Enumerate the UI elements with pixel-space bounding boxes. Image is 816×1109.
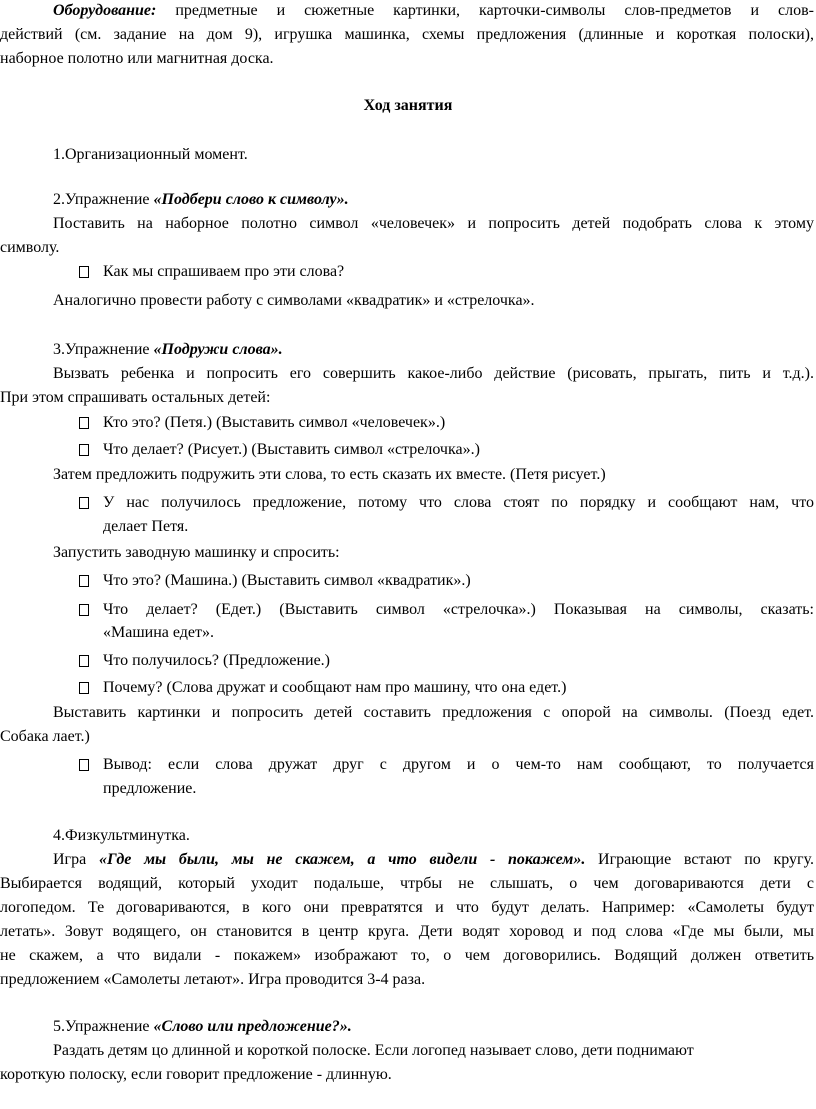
section-3-bullet-4: Что это? (Машина.) (Выставить символ «квадратик».): [103, 572, 471, 589]
section-4-game-rest: Играющие встают по кругу.: [585, 851, 815, 868]
equipment-line-3: наборное полотно или магнитная доска.: [0, 50, 274, 67]
equipment-text-1: предметные и сюжетные картинки, карточки-символы слов-предметов и слов-: [156, 2, 814, 19]
section-3-paragraph-3: Запустить заводную машинку и спросить:: [53, 544, 340, 561]
section-3-bullet-5-line-1: Что делает? (Едет.) (Выставить символ «стрелочка».) Показывая на символы, сказать:: [103, 601, 814, 618]
section-3-title: [53, 338, 283, 362]
bullet-icon: [79, 497, 89, 509]
section-1-title: 1.Организационный момент.: [53, 146, 248, 163]
section-4-line-1: [53, 848, 814, 872]
bullet-icon: [79, 682, 89, 694]
section-3-paragraph-line-1: Вызвать ребенка и попросить его совершить какое-либо действие (рисовать, прыгать, пить и т.д.).: [53, 365, 814, 382]
section-4-line-2: Выбирается водящий, который уходит подальше, чтрбы не слышать, о чем договариваются дети с: [0, 875, 814, 892]
section-3-bullet-8-line-1: Вывод: если слова дружат друг с другом и о чем-то нам сообщают, то получается: [103, 756, 814, 773]
section-3-bullet-2: Что делает? (Рисует.) (Выставить символ «стрелочка».): [103, 441, 480, 458]
section-5-line-1: Раздать детям цо длинной и короткой полоске. Если логопед называет слово, дети поднимают: [53, 1042, 694, 1059]
equipment-label: Оборудование:: [53, 2, 157, 19]
section-4-game-prefix: Игра: [53, 851, 99, 868]
section-2-paragraph-line-2: символу.: [0, 239, 60, 256]
section-3-exercise-name: «Подружи слова».: [153, 341, 283, 358]
equipment-line-1: [53, 0, 814, 23]
bullet-icon: [79, 759, 89, 771]
section-5-prefix: 5.Упражнение: [53, 1018, 154, 1035]
section-3-bullet-1: Кто это? (Петя.) (Выставить символ «человечек».): [103, 414, 446, 431]
section-3-bullet-5-line-2: «Машина едет».: [103, 624, 214, 641]
section-3-bullet-6: Что получилось? (Предложение.): [103, 652, 331, 669]
bullet-icon: [79, 604, 89, 616]
section-3-paragraph-line-2: При этом спрашивать остальных детей:: [0, 389, 271, 406]
section-4-game-name: «Где мы были, мы не скажем, а что видели - покажем».: [98, 851, 586, 868]
section-4-line-6: предложением «Самолеты летают». Игра проводится 3-4 раза.: [0, 971, 426, 988]
section-3-paragraph-4-line-2: Собака лает.): [0, 728, 90, 745]
section-4-line-3: логопедом. Те договариваются, в кого они превратятся и что будут делать. Например: «Самолеты будут: [0, 899, 814, 916]
section-2-exercise-name: «Подбери слово к символу».: [153, 191, 349, 208]
section-2-paragraph-2: Аналогично провести работу с символами «квадратик» и «стрелочка».: [53, 292, 535, 309]
section-2-paragraph-line-1: Поставить на наборное полотно символ «человечек» и попросить детей подобрать слова к этому: [53, 215, 814, 232]
section-3-bullet-8-line-2: предложение.: [103, 780, 197, 797]
bullet-icon: [79, 266, 89, 278]
section-2-prefix: 2.Упражнение: [53, 191, 154, 208]
equipment-line-2: действий (см. задание на дом 9), игрушка машинка, схемы предложения (длинные и короткая полоски),: [0, 26, 814, 43]
bullet-icon: [79, 575, 89, 587]
section-3-bullet-3-line-2: делает Петя.: [103, 518, 189, 535]
section-4-line-4: летать». Зовут водящего, он становится в центр круга. Дети водят хоровод и под слова «Где мы были, мы: [0, 923, 814, 940]
section-5-title: [53, 1015, 352, 1039]
section-3-bullet-3-line-1: У нас получилось предложение, потому что слова стоят по порядку и сообщают нам, что: [103, 494, 814, 511]
section-2-bullet-1: Как мы спрашиваем про эти слова?: [103, 263, 345, 280]
section-5-exercise-name: «Слово или предложение?».: [153, 1018, 352, 1035]
section-3-prefix: 3.Упражнение: [53, 341, 154, 358]
bullet-icon: [79, 444, 89, 456]
section-4-line-5: не скажем, а что видали - покажем» изображают то, о чем договорились. Водящий должен ответить: [0, 947, 814, 964]
section-2-title: [53, 188, 349, 212]
section-5-line-2: короткую полоску, если говорит предложение - длинную.: [0, 1066, 392, 1083]
lesson-heading: Ход занятия: [363, 97, 453, 114]
section-3-paragraph-2: Затем предложить подружить эти слова, то есть сказать их вместе. (Петя рисует.): [53, 466, 606, 483]
section-3-bullet-7: Почему? (Слова дружат и сообщают нам про машину, что она едет.): [103, 679, 567, 696]
section-4-title: 4.Физкультминутка.: [53, 827, 190, 844]
bullet-icon: [79, 655, 89, 667]
section-3-paragraph-4-line-1: Выставить картинки и попросить детей составить предложения с опорой на символы. (Поезд едет.: [53, 704, 814, 721]
bullet-icon: [79, 417, 89, 429]
